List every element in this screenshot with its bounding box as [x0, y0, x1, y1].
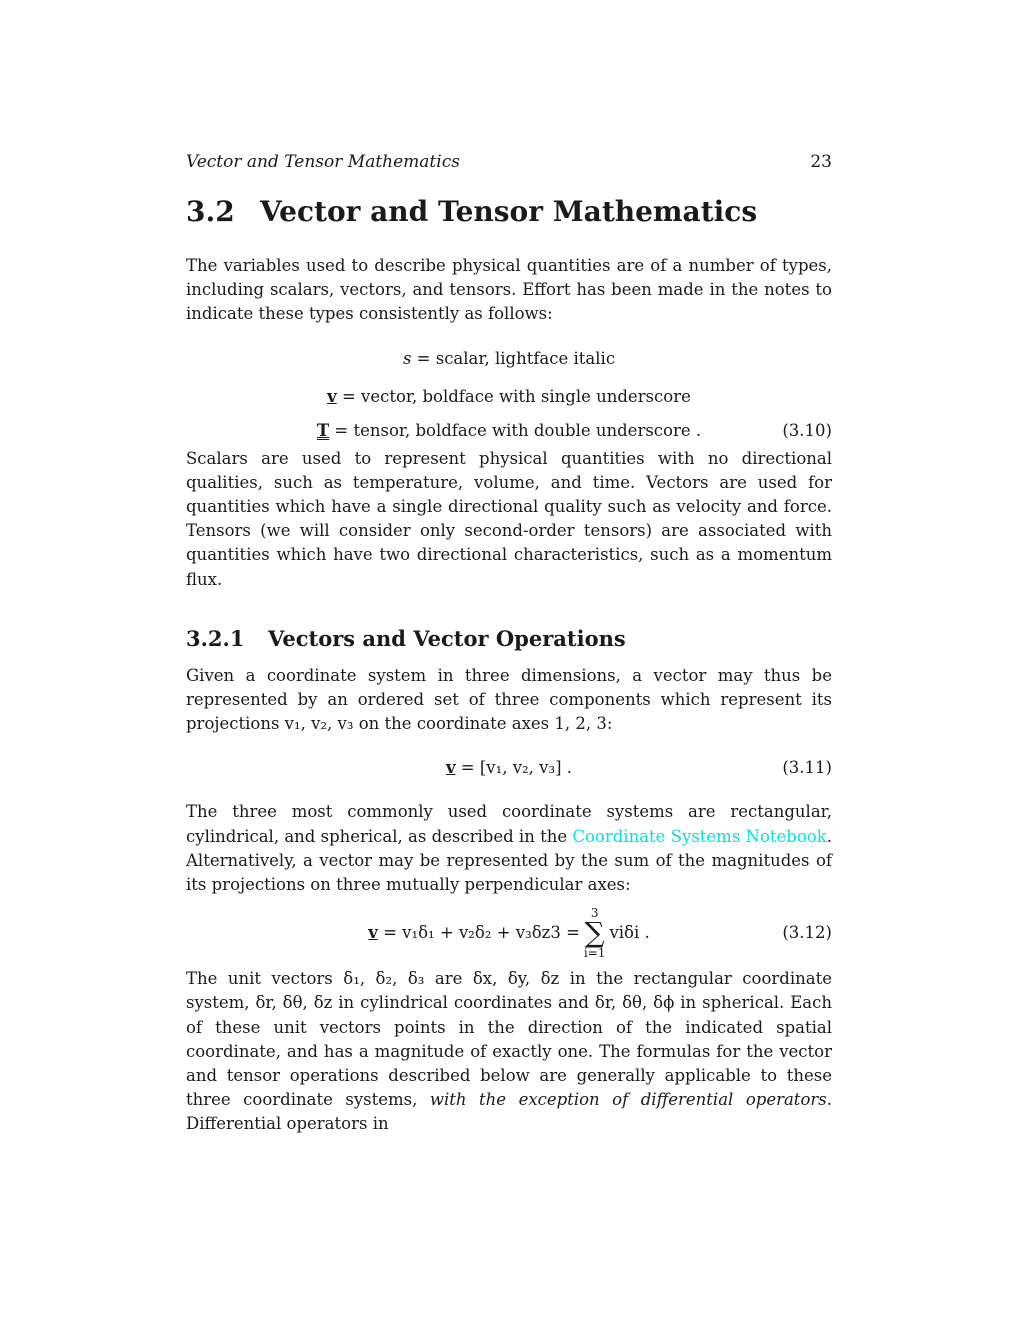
scalar-symbol: s: [402, 348, 412, 368]
vector-symbol: v: [445, 758, 456, 778]
section-number: 3.2: [186, 195, 235, 228]
eq-vector-line: [186, 385, 832, 409]
vector-symbol: v: [368, 923, 378, 943]
text-run: The three most commonly used coordinate systems are rectangular, cylindrical, and spherical, as described in the: [186, 802, 832, 846]
sum-upper-limit: 3: [590, 906, 599, 921]
equation-3-11: [186, 756, 832, 780]
equation-number: (3.11): [782, 758, 832, 778]
paragraph-coordinate-systems: [186, 800, 832, 897]
paragraph-unit-vectors: [186, 967, 832, 1136]
vector-symbol: v: [327, 386, 337, 406]
eq-scalar-line: [186, 347, 832, 371]
text-run: . Differential operators in: [186, 1090, 832, 1134]
equation-3-12: [186, 907, 832, 959]
paragraph-intro: The variables used to describe physical quantities are of a number of types, including scalars, vectors, and tensors. Effort has been made in the notes to indicate these types consistently as follows:: [186, 256, 832, 324]
section-title: Vector and Tensor Mathematics: [260, 195, 758, 228]
summation: [584, 907, 606, 959]
equation-body: = [v₁, v₂, v₃] .: [460, 758, 573, 778]
subsection-heading: [186, 624, 832, 654]
text-run: The unit vectors δ₁, δ₂, δ₃ are δx, δy, δz in the rectangular coordinate system, δr, δθ, δz in cylindrical coordinates and δr, δθ, δϕ in spherical. Each of these unit vectors points in the direction of the indicated spatial coordinate, and has a magnitude of exactly one. The formulas for the vector and tensor operations described below are generally applicable to these three coordinate systems,: [186, 969, 832, 1110]
eq-tensor-line: [186, 419, 832, 443]
tensor-symbol: T: [316, 420, 330, 440]
page-number: 23: [810, 152, 832, 172]
sigma-symbol: ∑: [584, 916, 605, 950]
subsection-number: 3.2.1: [186, 625, 245, 651]
sum-lower-limit: i=1: [583, 946, 606, 961]
equation-number: (3.12): [782, 923, 832, 943]
equation-3-10: [186, 347, 832, 443]
equation-number: (3.10): [782, 420, 832, 440]
section-heading: [186, 192, 832, 232]
summand: viδi .: [609, 923, 650, 943]
running-title: Vector and Tensor Mathematics: [186, 152, 460, 172]
paragraph-types: Scalars are used to represent physical quantities with no directional qualities, such as temperature, volume, and time. Vectors are used for quantities which have a single directional quality such as velocity and force. Tensors (we will consider only second-order tensors) are associated with quantities which have two directional characteristics, such as a momentum flux.: [186, 448, 832, 589]
coordinate-systems-link[interactable]: Coordinate Systems Notebook: [572, 826, 827, 846]
equation-expansion: = v₁δ₁ + v₂δ₂ + v₃δz3 =: [383, 923, 580, 943]
text-run: . Alternatively, a vector may be represented by the sum of the magnitudes of its projections on three mutually perpendicular axes:: [186, 826, 832, 895]
emphasis-text: with the exception of differential operators: [429, 1090, 827, 1110]
tensor-definition: = tensor, boldface with double underscore .: [334, 420, 702, 440]
running-header: [186, 150, 832, 174]
subsection-title: Vectors and Vector Operations: [268, 625, 626, 651]
vector-definition: = vector, boldface with single underscore: [341, 386, 691, 406]
paragraph-components: Given a coordinate system in three dimensions, a vector may thus be represented by an ordered set of three components which represent its projections v₁, v₂, v₃ on the coordinate axes 1, 2, 3:: [186, 665, 832, 734]
page: [186, 150, 832, 1137]
scalar-definition: = scalar, lightface italic: [416, 348, 616, 368]
